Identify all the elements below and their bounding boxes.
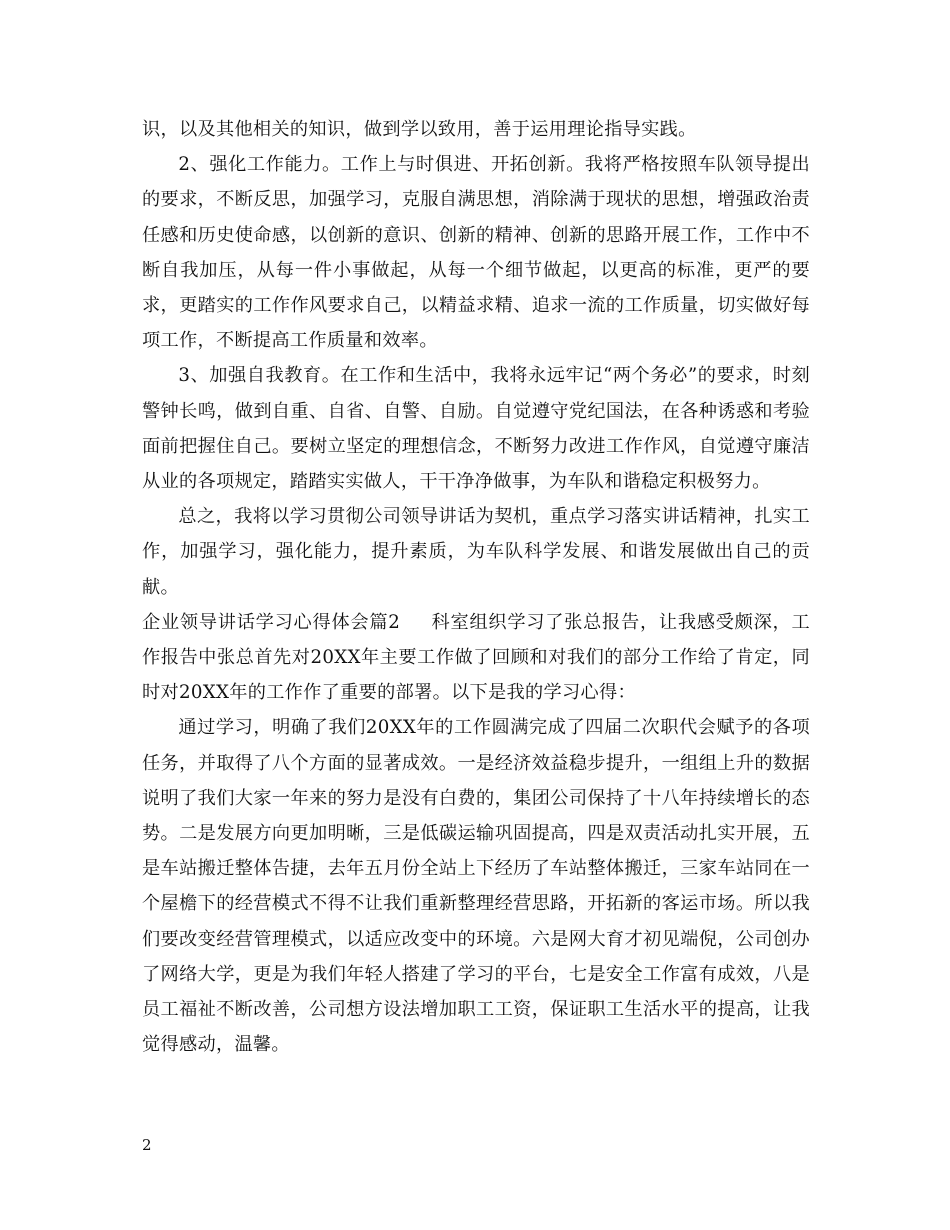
paragraph-conclusion: 总之，我将以学习贯彻公司领导讲话为契机，重点学习落实讲话精神，扎实工作，加强学习，强化能力，提升素质，为车队科学发展、和谐发展做出自己的贡献。 (142, 506, 810, 598)
paragraph-work-ability: 2、强化工作能力。工作上与时俱进、开拓创新。我将严格按照车队领导提出的要求，不断反思，加强学习，克服自满思想，消除满于现状的思想，增强政治责任感和历史使命感，以创新的意识、创新的精神、创新的思路开展工作，工作中不断自我加压，从每一件小事做起，从每一个细节做起，以更高的标准，更严的要求，更踏实的工作作风要求自己，以精益求精、追求一流的工作质量，切实做好每项工作，不断提高工作质量和效率。 (142, 154, 810, 352)
section-intro-text: 科室组织学习了张总报告，让我感受颇深，工作报告中张总首先对20XX年主要工作做了回顾和对我们的部分工作给了肯定，同时对20XX年的工作作了重要的部署。以下是我的学习心得： (142, 611, 810, 704)
paragraph-self-education: 3、加强自我教育。在工作和生活中，我将永远牢记“两个务必”的要求，时刻警钟长鸣，做到自重、自省、自警、自励。自觉遵守党纪国法，在各种诱惑和考验面前把握住自己。要树立坚定的理想信念，不断努力改进工作作风，自觉遵守廉洁从业的各项规定，踏踏实实做人，干干净净做事，为车队和谐稳定积极努力。 (142, 365, 810, 493)
paragraph-study-results: 通过学习，明确了我们20XX年的工作圆满完成了四届二次职代会赋予的各项任务，并取得了八个方面的显著成效。一是经济效益稳步提升，一组组上升的数据说明了我们大家一年来的努力是没有白费的，集团公司保持了十八年持续增长的态势。二是发展方向更加明晰，三是低碳运输巩固提高，四是双责活动扎实开展，五是车站搬迁整体告捷，去年五月份全站上下经历了车站整体搬迁，三家车站同在一个屋檐下的经营模式不得不让我们重新整理经营思路，开拓新的客运市场。所以我们要改变经营管理模式，以适应改变中的环境。六是网大育才初见端倪，公司创办了网络大学，更是为我们年轻人搭建了学习的平台，七是安全工作富有成效，八是员工福祉不断改善，公司想方设法增加职工工资，保证职工生活水平的提高，让我觉得感动，温馨。 (142, 717, 810, 1056)
section-intro-paragraph (142, 605, 810, 711)
document-body (142, 112, 810, 1062)
paragraph-continuation: 识，以及其他相关的知识，做到学以致用，善于运用理论指导实践。 (142, 119, 697, 140)
page-number: 2 (142, 1136, 152, 1154)
section-heading: 企业领导讲话学习心得体会篇2 (142, 611, 401, 633)
